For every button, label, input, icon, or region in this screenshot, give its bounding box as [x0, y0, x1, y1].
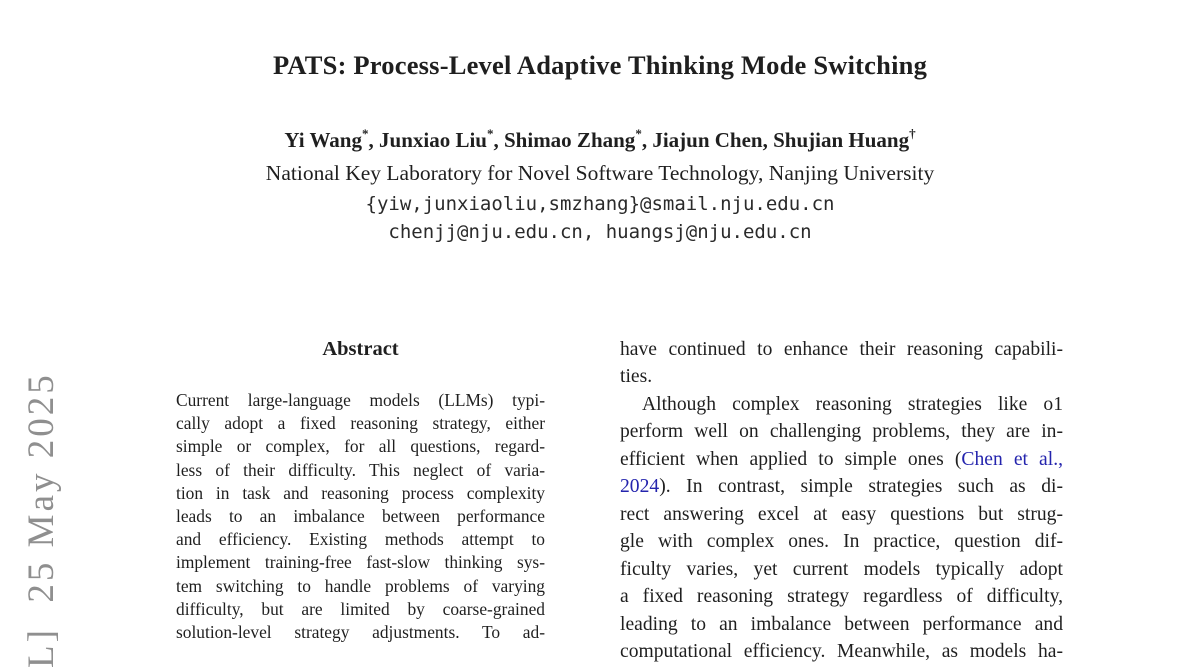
abstract-text-line: solution-level strategy adjustments. To ad-	[176, 622, 545, 643]
abstract-text-line: tem switching to handle problems of varying	[176, 575, 545, 596]
body-text-line: rect answering excel at easy questions but strug-	[620, 503, 1063, 525]
body-text-line	[620, 473, 1063, 500]
abstract-heading: Abstract	[322, 338, 399, 360]
body-text-segment: efficient when applied to simple ones (	[620, 448, 962, 470]
abstract-text-line: and efficiency. Existing methods attempt to	[176, 529, 545, 550]
author-separator: ,	[641, 128, 653, 152]
abstract-text-line: difficulty, but are limited by coarse-grained	[176, 598, 545, 619]
email-line-1: {yiw,junxiaoliu,smzhang}@smail.nju.edu.cn	[365, 193, 835, 215]
abstract-text-line: Current large-language models (LLMs) typi-	[176, 390, 545, 410]
citation-link-chen-et-al[interactable]: Chen et al.,	[961, 448, 1063, 470]
page-title: PATS: Process-Level Adaptive Thinking Mode Switching	[272, 50, 928, 80]
author-name: Jiajun Chen	[652, 128, 763, 152]
author-marker: †	[909, 126, 916, 141]
body-text-line: a fixed reasoning strategy regardless of difficulty,	[620, 586, 1063, 608]
body-text-line: gle with complex ones. In practice, question dif-	[620, 531, 1063, 553]
author-name: Shujian Huang	[773, 128, 910, 152]
abstract-section	[176, 338, 545, 644]
abstract-text-line: tion in task and reasoning process complexity	[176, 482, 545, 503]
body-text-line	[620, 446, 1063, 473]
body-text-segment: ). In contrast, simple strategies such as di-	[659, 476, 1063, 498]
abstract-text-line: less of their difficulty. This neglect of varia-	[176, 459, 545, 480]
author-separator: ,	[368, 128, 380, 152]
author-name: Junxiao Liu	[379, 128, 487, 152]
author-separator: ,	[493, 128, 504, 152]
abstract-text-line: leads to an imbalance between performance	[176, 506, 545, 527]
author-marker: *	[486, 126, 494, 141]
arxiv-sidebar-watermark: L] 25 May 2025	[21, 372, 62, 668]
body-text-line: have continued to enhance their reasoning capabili-	[620, 339, 1063, 360]
author-line	[0, 127, 1200, 153]
body-text-line: leading to an imbalance between performance and	[620, 613, 1063, 635]
author-separator: ,	[762, 128, 774, 152]
author-marker: *	[362, 126, 369, 141]
abstract-text-line: cally adopt a fixed reasoning strategy, either	[176, 413, 545, 434]
citation-link-year[interactable]: 2024	[620, 476, 660, 498]
body-text-line: Although complex reasoning strategies like o1	[642, 393, 1063, 415]
author-name: Shimao Zhang	[504, 128, 636, 152]
body-text-line: perform well on challenging problems, they are in-	[620, 421, 1063, 443]
author-name: Yi Wang	[284, 128, 362, 152]
author-marker: *	[635, 126, 642, 141]
affiliation: National Key Laboratory for Novel Software Technology, Nanjing University	[265, 161, 935, 185]
body-text-line-clipped: computational efficiency. Meanwhile, as models ha-	[620, 640, 1063, 662]
abstract-text-line: implement training-free fast-slow thinking sys-	[176, 552, 545, 573]
abstract-body	[176, 389, 545, 644]
body-text-line: ties.	[620, 366, 653, 388]
intro-column	[620, 336, 1063, 665]
email-line-2: chenjj@nju.edu.cn, huangsj@nju.edu.cn	[388, 221, 812, 243]
body-text-line: ficulty varies, yet current models typically adopt	[620, 558, 1063, 580]
abstract-text-line: simple or complex, for all questions, regard-	[176, 436, 545, 457]
